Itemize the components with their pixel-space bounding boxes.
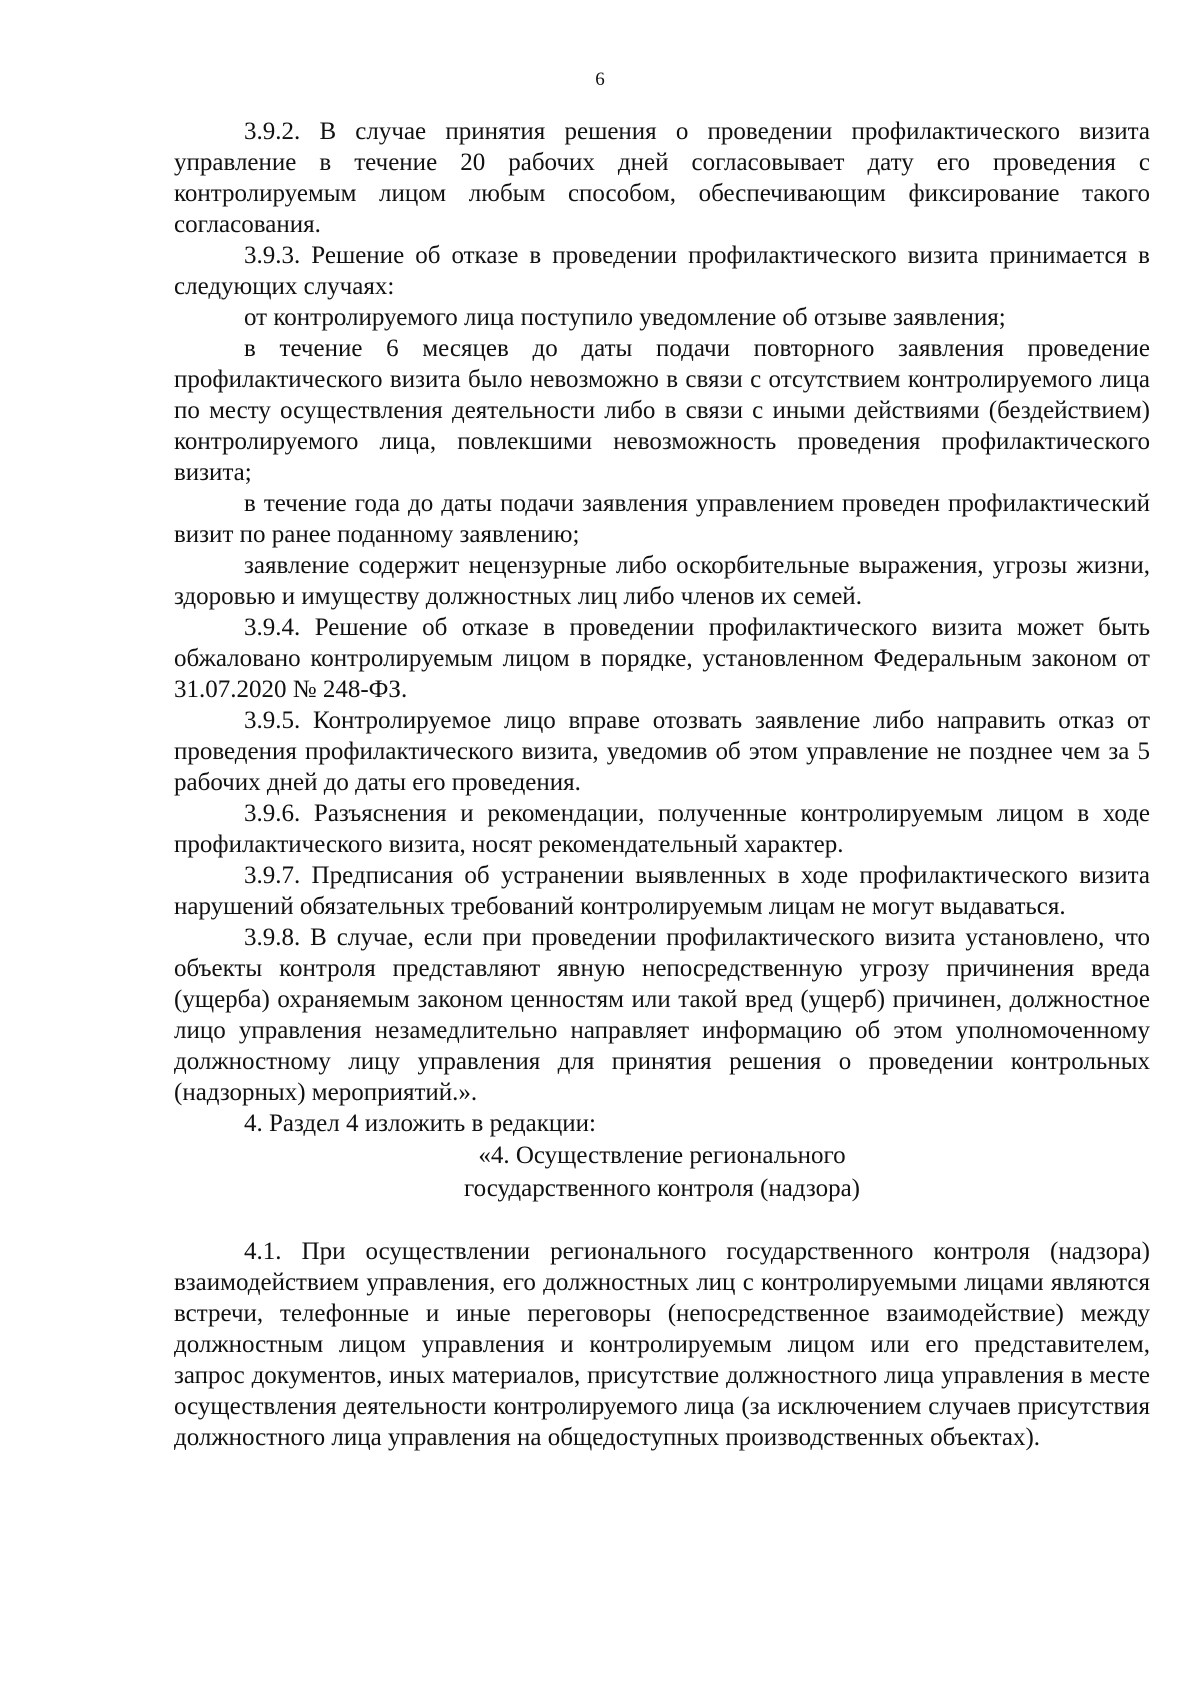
list-item-offensive: заявление содержит нецензурные либо оскорбительные выражения, угрозы жизни, здоровью и имуществу должностных лиц либо членов их семей. xyxy=(174,552,1150,610)
document-body xyxy=(174,116,1150,1453)
paragraph-3-9-5: 3.9.5. Контролируемое лицо вправе отозвать заявление либо направить отказ от проведения профилактического визита, уведомив об этом управление не позднее чем за 5 рабочих дней до даты его проведения. xyxy=(174,707,1150,796)
paragraph-3-9-3: 3.9.3. Решение об отказе в проведении профилактического визита принимается в следующих случаях: xyxy=(174,242,1150,300)
paragraph-3-9-7: 3.9.7. Предписания об устранении выявленных в ходе профилактического визита нарушений обязательных требований контролируемым лицам не могут выдаваться. xyxy=(174,862,1150,920)
section-heading xyxy=(174,1139,1150,1205)
list-item-impossible: в течение 6 месяцев до даты подачи повторного заявления проведение профилактического визита было невозможно в связи с отсутствием контролируемого лица по месту осуществления деятельности либо в связи с иными действиями (бездействием) контролируемого лица, повлекшими невозможность проведения профилактического визита; xyxy=(174,335,1150,486)
paragraph-4-1: 4.1. При осуществлении регионального государственного контроля (надзора) взаимодействием управления, его должностных лиц с контролируемыми лицами являются встречи, телефонные и иные переговоры (непосредственное взаимодействие) между должностным лицом управления и контролируемым лицом или его представителем, запрос документов, иных материалов, присутствие должностного лица управления в месте осуществления деятельности контролируемого лица (за исключением случаев присутствия должностного лица управления на общедоступных производственных объектах). xyxy=(174,1238,1150,1451)
paragraph-3-9-4: 3.9.4. Решение об отказе в проведении профилактического визита может быть обжаловано контролируемым лицом в порядке, установленном Федеральным законом от 31.07.2020 № 248-ФЗ. xyxy=(174,614,1150,703)
paragraph-3-9-6: 3.9.6. Разъяснения и рекомендации, полученные контролируемым лицом в ходе профилактического визита, носят рекомендательный характер. xyxy=(174,800,1150,858)
page-number: 6 xyxy=(595,69,605,90)
list-item-previous-visit: в течение года до даты подачи заявления управлением проведен профилактический визит по ранее поданному заявлению; xyxy=(174,490,1150,548)
list-item-withdrawal: от контролируемого лица поступило уведомление об отзыве заявления; xyxy=(244,304,1006,331)
section-heading-line-1: «4. Осуществление регионального xyxy=(478,1142,846,1169)
section-heading-line-2: государственного контроля (надзора) xyxy=(463,1175,861,1202)
paragraph-3-9-2: 3.9.2. В случае принятия решения о проведении профилактического визита управление в течение 20 рабочих дней согласовывает дату его проведения с контролируемым лицом любым способом, обеспечивающим фиксирование такого согласования. xyxy=(174,118,1150,238)
paragraph-4-intro: 4. Раздел 4 изложить в редакции: xyxy=(244,1110,596,1137)
paragraph-3-9-8: 3.9.8. В случае, если при проведении профилактического визита установлено, что объекты контроля представляют явную непосредственную угрозу причинения вреда (ущерба) охраняемым законом ценностям или такой вред (ущерб) причинен, должностное лицо управления незамедлительно направляет информацию об этом уполномоченному должностному лицу управления для принятия решения о проведении контрольных (надзорных) мероприятий.». xyxy=(174,924,1150,1106)
